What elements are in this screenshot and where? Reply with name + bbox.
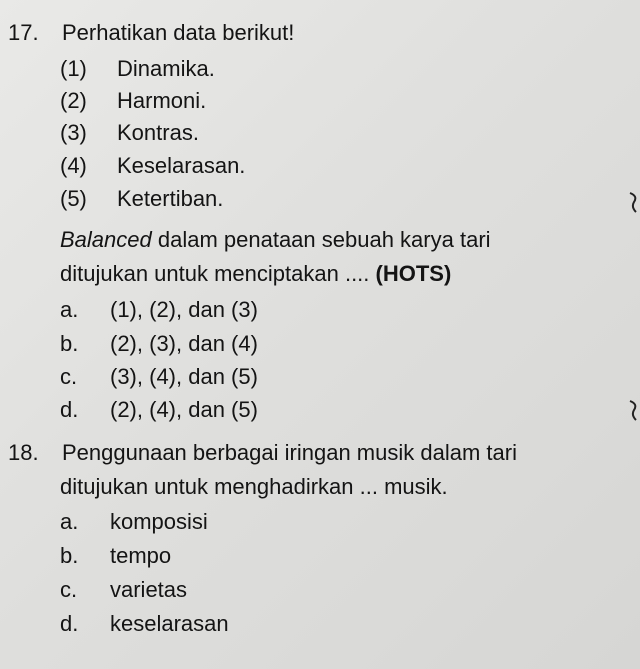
option-text: varietas: [110, 577, 188, 602]
item-text: Ketertiban.: [117, 186, 224, 211]
option-text: keselarasan: [110, 611, 229, 636]
item-number: (4): [60, 153, 87, 178]
answer-option[interactable]: [60, 331, 258, 357]
item-number: (5): [60, 186, 87, 211]
option-letter: c.: [60, 577, 78, 602]
answer-option[interactable]: [60, 509, 208, 535]
stem-text: ditujukan untuk menciptakan ....: [60, 261, 376, 286]
option-letter: c.: [60, 364, 78, 389]
answer-option[interactable]: [60, 297, 258, 323]
stem-italic-term: Balanced: [60, 227, 152, 252]
item-number: (2): [60, 88, 87, 113]
item-text: Kontras.: [117, 120, 199, 145]
item-number: (3): [60, 120, 87, 145]
option-text: (3), (4), dan (5): [110, 364, 258, 389]
answer-option[interactable]: [60, 364, 258, 390]
option-text: (1), (2), dan (3): [110, 297, 258, 322]
question-stem-line-2: ditujukan untuk menghadirkan ... musik.: [60, 474, 448, 499]
option-text: komposisi: [110, 509, 208, 534]
answer-option[interactable]: [60, 611, 229, 637]
option-text: (2), (4), dan (5): [110, 397, 258, 422]
question-prompt: Perhatikan data berikut!: [62, 20, 295, 45]
option-letter: a.: [60, 297, 79, 322]
list-item: [60, 56, 215, 82]
option-letter: d.: [60, 611, 79, 636]
option-letter: d.: [60, 397, 79, 422]
question-number: 17.: [8, 20, 39, 45]
item-text: Keselarasan.: [117, 153, 246, 178]
item-number: (1): [60, 56, 87, 81]
list-item: [60, 153, 245, 179]
option-text: (2), (3), dan (4): [110, 331, 258, 356]
item-text: Dinamika.: [117, 56, 215, 81]
pen-mark-icon: [628, 190, 640, 214]
option-letter: b.: [60, 543, 79, 568]
question-stem-line-1: [60, 227, 491, 253]
hots-label: (HOTS): [375, 261, 452, 286]
answer-option[interactable]: [60, 397, 258, 423]
option-letter: a.: [60, 509, 79, 534]
question-number: 18.: [8, 440, 39, 465]
answer-option[interactable]: [60, 577, 187, 603]
question-stem-line-1: Penggunaan berbagai iringan musik dalam tari: [62, 440, 517, 465]
stem-text: dalam penataan sebuah karya tari: [151, 227, 491, 252]
list-item: [60, 120, 199, 146]
list-item: [60, 88, 206, 114]
option-text: tempo: [110, 543, 172, 568]
item-text: Harmoni.: [117, 88, 207, 113]
pen-mark-icon: [628, 398, 640, 422]
question-stem-line-2: [60, 261, 451, 287]
answer-option[interactable]: [60, 543, 171, 569]
list-item: [60, 186, 223, 212]
option-letter: b.: [60, 331, 79, 356]
